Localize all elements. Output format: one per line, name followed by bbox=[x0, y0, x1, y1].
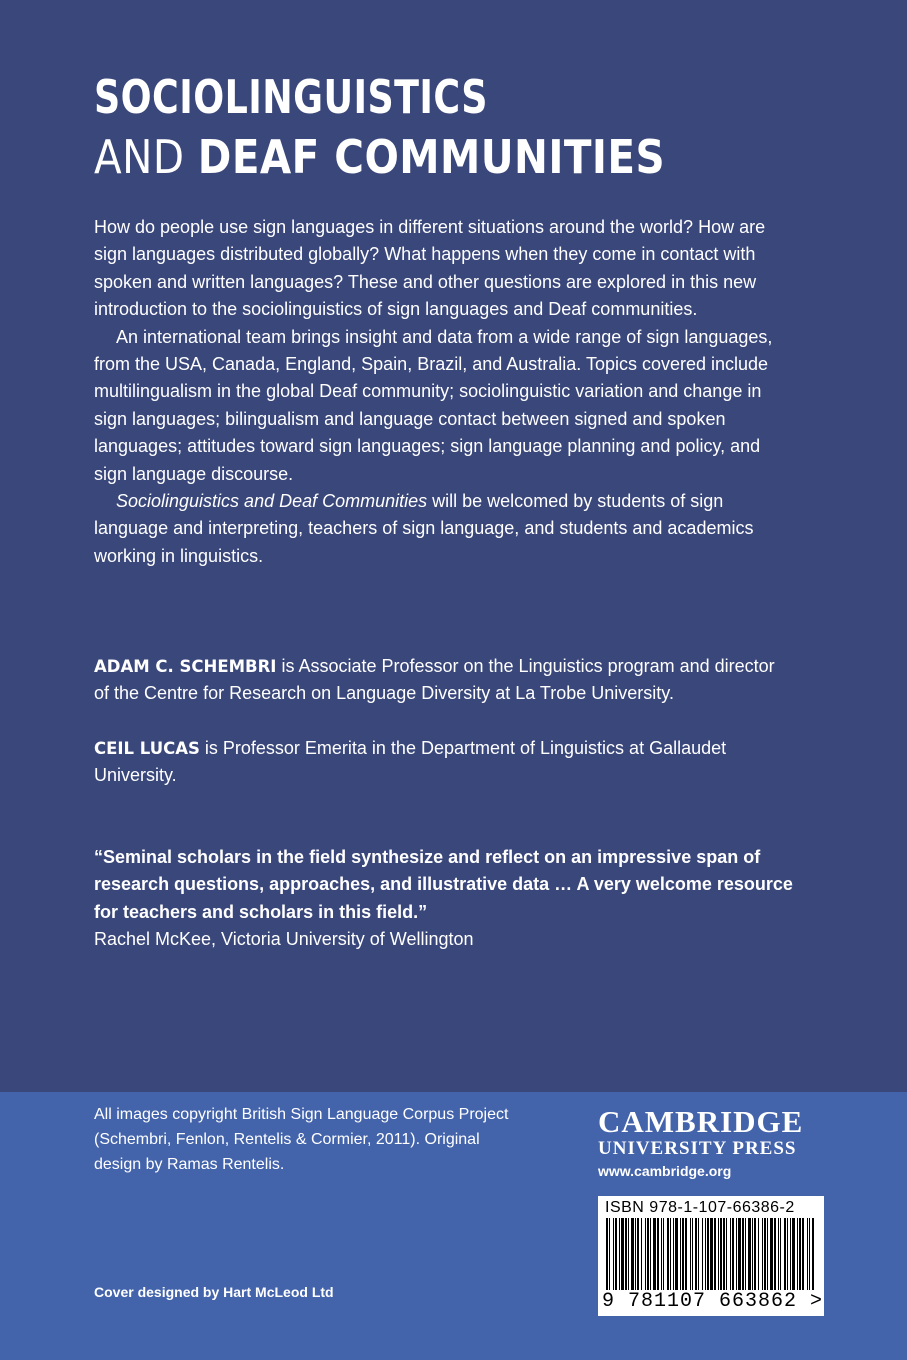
barcode-digits: 9 781107 663862 > bbox=[602, 1290, 824, 1313]
barcode-icon bbox=[604, 1218, 818, 1290]
title-line-2-light: AND bbox=[94, 130, 198, 184]
book-title bbox=[94, 66, 743, 186]
endorsement-attribution: Rachel McKee, Victoria University of Wellington bbox=[94, 929, 474, 950]
title-line-2-bold: DEAF COMMUNITIES bbox=[197, 130, 666, 184]
author-bio-schembri bbox=[94, 653, 794, 708]
description-paragraph-1: How do people use sign languages in different situations around the world? How are sign languages distributed globally? What happens when they come in contact with spoken and written languages? These and other questions are explored in this new introduction to the sociolinguistics of sign languages and Deaf communities. bbox=[94, 217, 766, 320]
author-bio-text: is Associate Professor on the Linguistics program and director of the Centre for Research on Language Diversity at La Trobe University. bbox=[94, 656, 775, 704]
description-paragraph-3 bbox=[94, 488, 794, 570]
cover-designer-credit: Cover designed by Hart McLeod Ltd bbox=[94, 1284, 334, 1300]
publisher-name: CAMBRIDGE bbox=[598, 1104, 804, 1139]
title-line-2 bbox=[94, 128, 665, 186]
barcode-label bbox=[598, 1196, 824, 1316]
endorsement-quote: “Seminal scholars in the field synthesize and reflect on an impressive span of research questions, approaches, and illustrative data … A very welcome resource for teachers and scholars in this field.” bbox=[94, 847, 793, 922]
author-bio-text: is Professor Emerita in the Department of Linguistics at Gallaudet University. bbox=[94, 738, 727, 786]
author-name: ADAM C. SCHEMBRI bbox=[94, 657, 277, 676]
description-book-title: Sociolinguistics and Deaf Communities bbox=[116, 491, 428, 512]
publisher-subtitle: UNIVERSITY PRESS bbox=[598, 1138, 797, 1159]
publisher-logo bbox=[598, 1106, 803, 1182]
isbn-text: ISBN 978-1-107-66386-2 bbox=[605, 1199, 795, 1216]
title-line-1: SOCIOLINGUISTICS bbox=[94, 70, 488, 124]
author-name: CEIL LUCAS bbox=[94, 739, 200, 758]
publisher-url: www.cambridge.org bbox=[598, 1163, 732, 1179]
description-paragraph-3-text: will be welcomed by students of sign language and interpreting, teachers of sign language, and students and academics working in linguistics. bbox=[94, 491, 754, 566]
author-bio-lucas bbox=[94, 735, 794, 790]
description-paragraph-2: An international team brings insight and data from a wide range of sign languages, from the USA, Canada, England, Spain, Brazil, and Australia. Topics covered include multilingualism in the global Deaf community; sociolinguistic variation and change in sign languages; bilingualism and language contact between signed and spoken languages; attitudes toward sign languages; sign language planning and policy, and sign language discourse. bbox=[94, 326, 773, 484]
image-credits: All images copyright British Sign Language Corpus Project (Schembri, Fenlon, Rentelis & Cormier, 2011). Original design by Ramas Rentelis. bbox=[94, 1106, 509, 1173]
endorsement bbox=[94, 844, 794, 954]
book-description bbox=[94, 214, 794, 570]
